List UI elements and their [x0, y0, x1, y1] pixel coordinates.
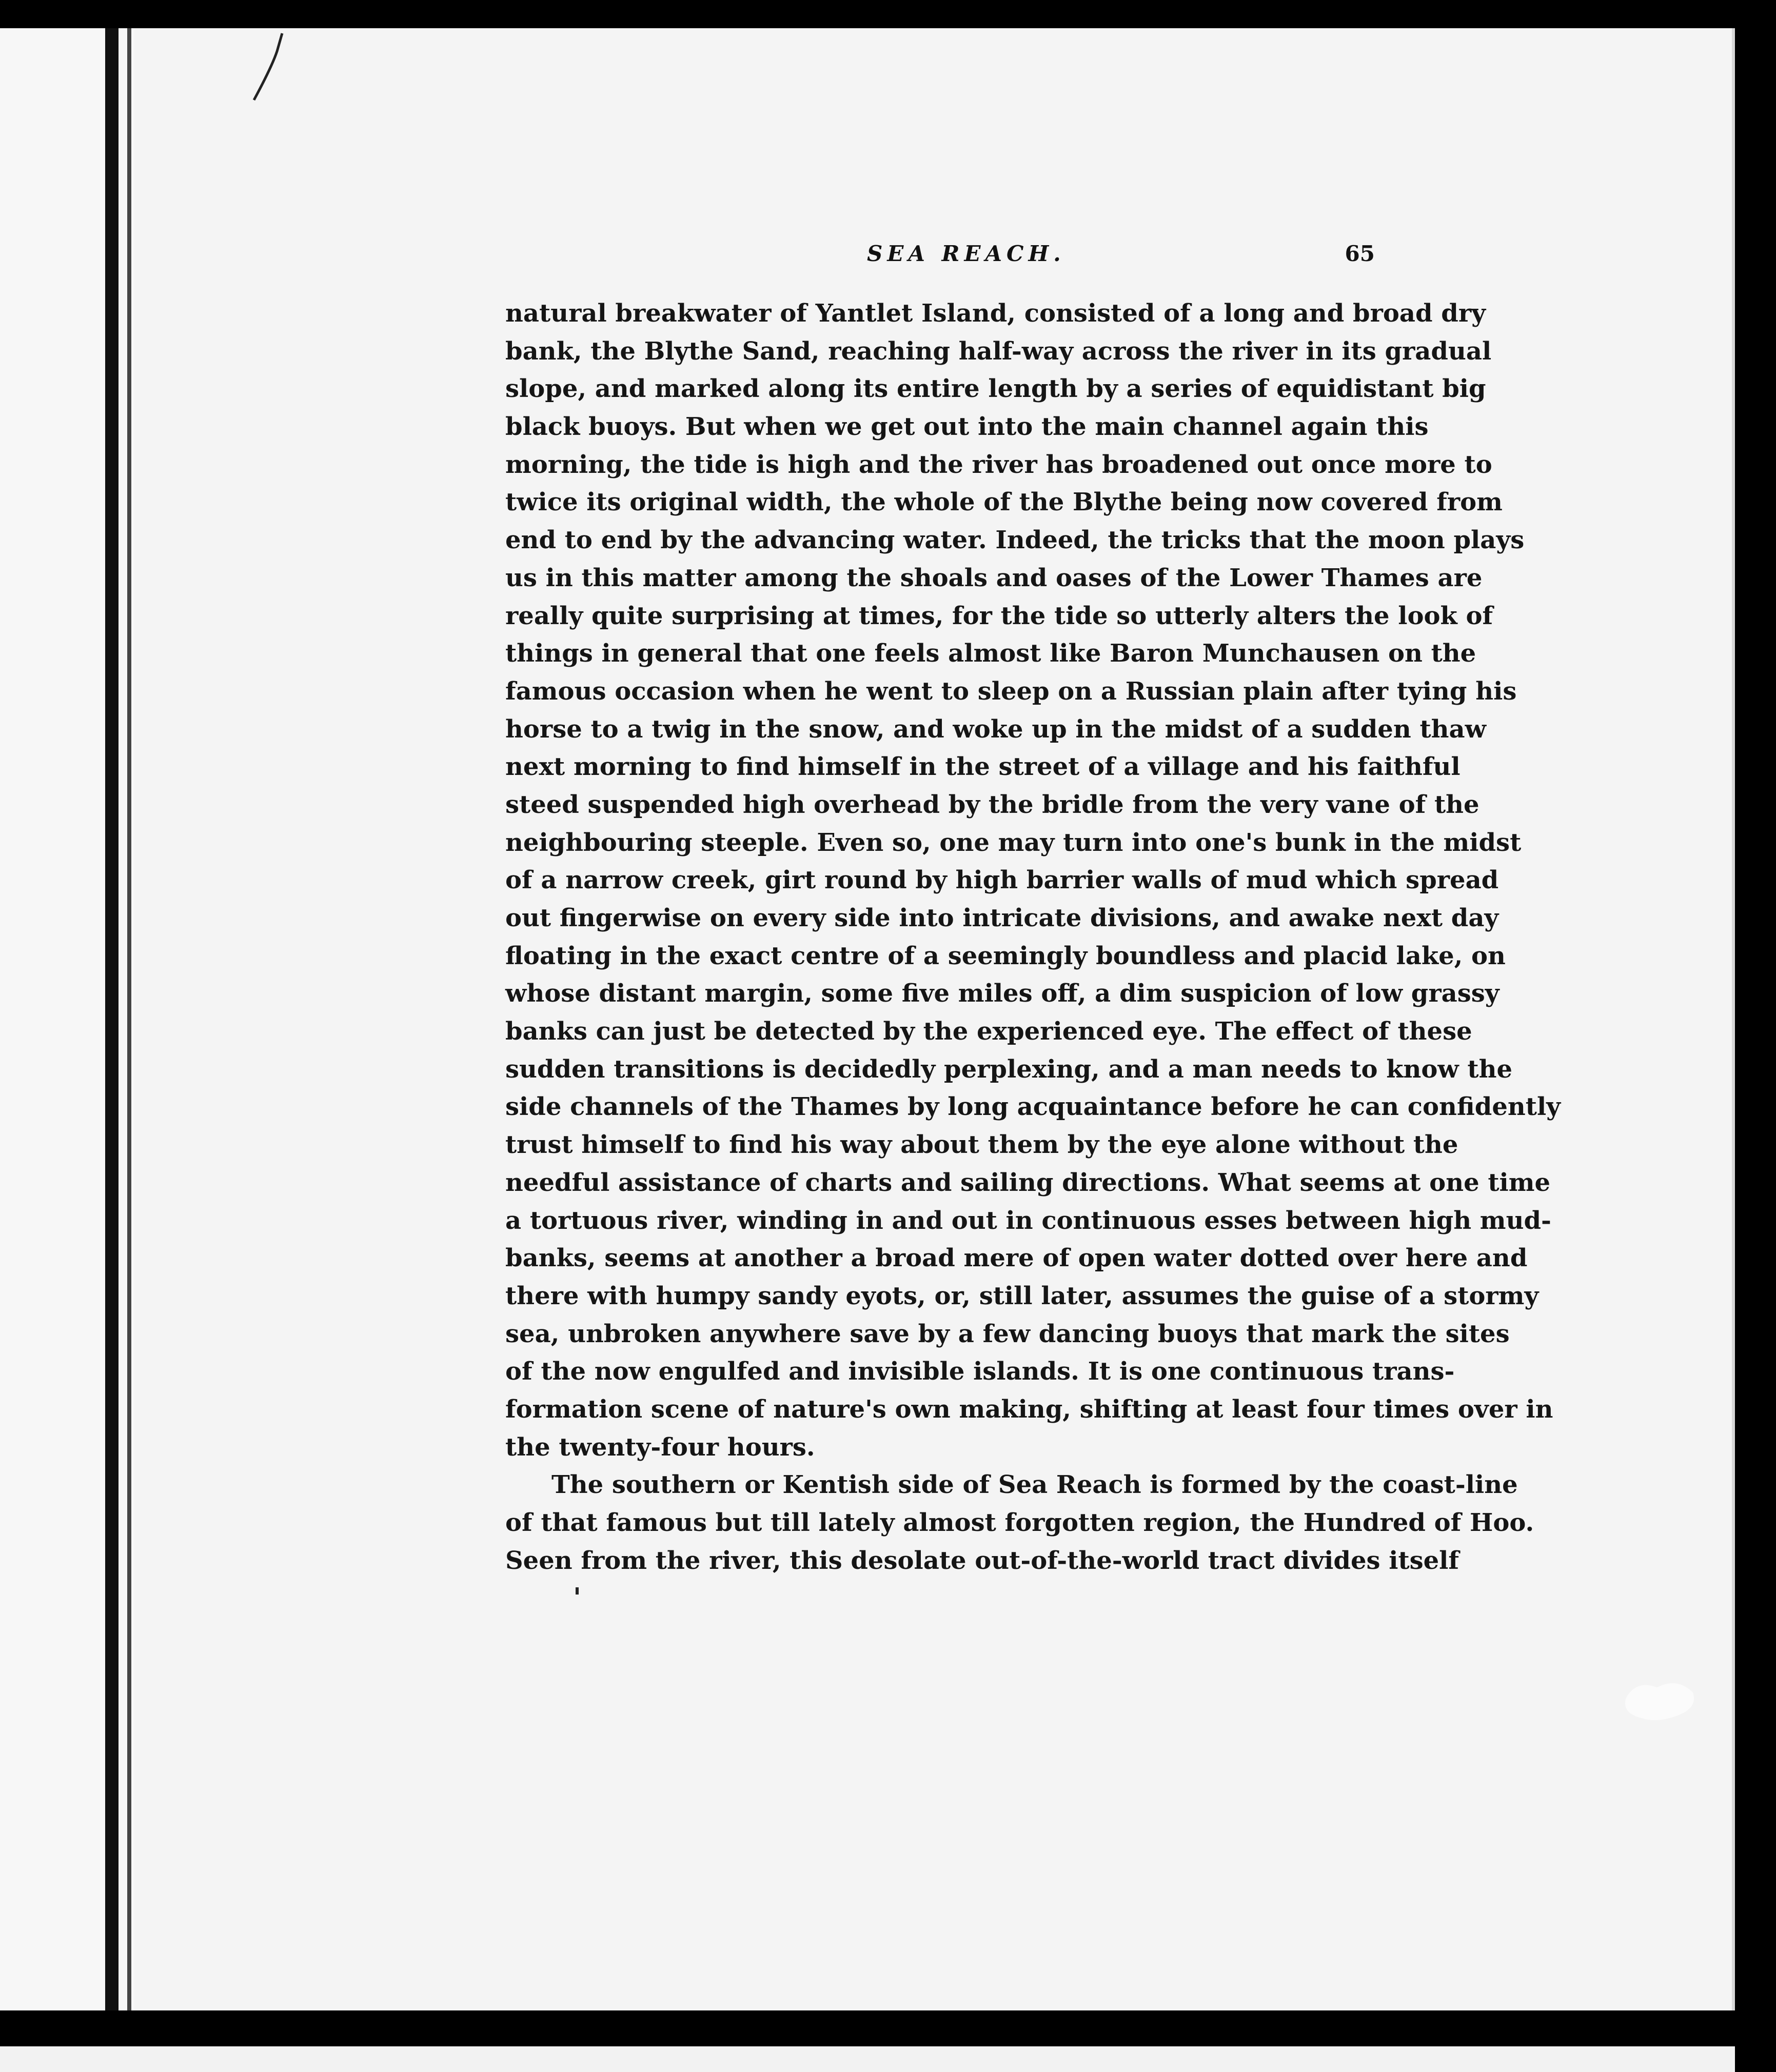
running-title: SEA REACH.	[867, 241, 1065, 266]
text-line: neighbouring steeple. Even so, one may turn into one's bunk in the midst	[505, 828, 1522, 857]
text-line: trust himself to find his way about them by the eye alone without the	[505, 1130, 1458, 1160]
text-line: end to end by the advancing water. Indeed, the tricks that the moon plays	[505, 526, 1525, 555]
text-line: sea, unbroken anywhere save by a few dancing buoys that mark the sites	[505, 1319, 1510, 1348]
text-line: whose distant margin, some five miles off, a dim suspicion of low grassy	[505, 979, 1499, 1008]
text-line: Seen from the river, this desolate out-of-the-world tract divides itself	[505, 1546, 1459, 1575]
text-line: twice its original width, the whole of the Blythe being now covered from	[505, 488, 1503, 517]
running-head	[513, 241, 1375, 277]
text-line: the twenty-four hours.	[505, 1432, 815, 1462]
text-line: black buoys. But when we get out into the main channel again this	[505, 412, 1429, 442]
text-line: bank, the Blythe Sand, reaching half-way across the river in its gradual	[505, 336, 1492, 366]
bottom-dark-band	[0, 2010, 1776, 2046]
text-line: there with humpy sandy eyots, or, still later, assumes the guise of a stormy	[505, 1281, 1539, 1310]
text-line: banks, seems at another a broad mere of open water dotted over here and	[505, 1244, 1528, 1273]
text-line: famous occasion when he went to sleep on a Russian plain after tying his	[505, 676, 1517, 706]
text-line: horse to a twig in the snow, and woke up in the midst of a sudden thaw	[505, 714, 1486, 744]
right-dark-band	[1735, 0, 1776, 2072]
text-line: steed suspended high overhead by the bridle from the very vane of the	[505, 790, 1479, 819]
text-line: floating in the exact centre of a seemingly boundless and placid lake, on	[505, 941, 1506, 970]
gutter-line	[127, 28, 131, 2010]
text-line: needful assistance of charts and sailing directions. What seems at one time	[505, 1168, 1551, 1197]
text-line: side channels of the Thames by long acquaintance before he can confidently	[505, 1092, 1561, 1122]
text-line: of that famous but till lately almost forgotten region, the Hundred of Hoo.	[505, 1508, 1534, 1537]
text-line: us in this matter among the shoals and oases of the Lower Thames are	[505, 563, 1483, 592]
next-page-edge	[0, 2046, 1776, 2072]
text-line: banks can just be detected by the experienced eye. The effect of these	[505, 1017, 1472, 1046]
text-line: natural breakwater of Yantlet Island, consisted of a long and broad dry	[505, 299, 1486, 328]
body-text	[505, 295, 1561, 1580]
text-line: morning, the tide is high and the river has broadened out once more to	[505, 450, 1492, 479]
corner-pen-mark	[251, 31, 292, 108]
text-line: sudden transitions is decidedly perplexing, and a man needs to know the	[505, 1054, 1513, 1084]
paper-blot	[1621, 1677, 1698, 1723]
page-number: 65	[1345, 241, 1375, 266]
text-line: a tortuous river, winding in and out in continuous esses between high mud-	[505, 1206, 1551, 1235]
text-line: of the now engulfed and invisible islands. It is one continuous trans-	[505, 1357, 1455, 1386]
text-line: slope, and marked along its entire length by a series of equidistant big	[505, 374, 1486, 404]
text-line: of a narrow creek, girt round by high barrier walls of mud which spread	[505, 866, 1499, 895]
text-line: out fingerwise on every side into intricate divisions, and awake next day	[505, 904, 1499, 932]
text-line: formation scene of nature's own making, shifting at least four times over in	[505, 1394, 1553, 1424]
text-line: really quite surprising at times, for the tide so utterly alters the look of	[505, 601, 1493, 630]
text-line: The southern or Kentish side of Sea Reach is formed by the coast-line	[551, 1470, 1518, 1500]
text-line: next morning to find himself in the street of a village and his faithful	[505, 752, 1461, 782]
stray-ink-mark	[576, 1587, 579, 1595]
gutter-shadow	[105, 28, 119, 2010]
text-line: things in general that one feels almost like Baron Munchausen on the	[505, 639, 1476, 668]
